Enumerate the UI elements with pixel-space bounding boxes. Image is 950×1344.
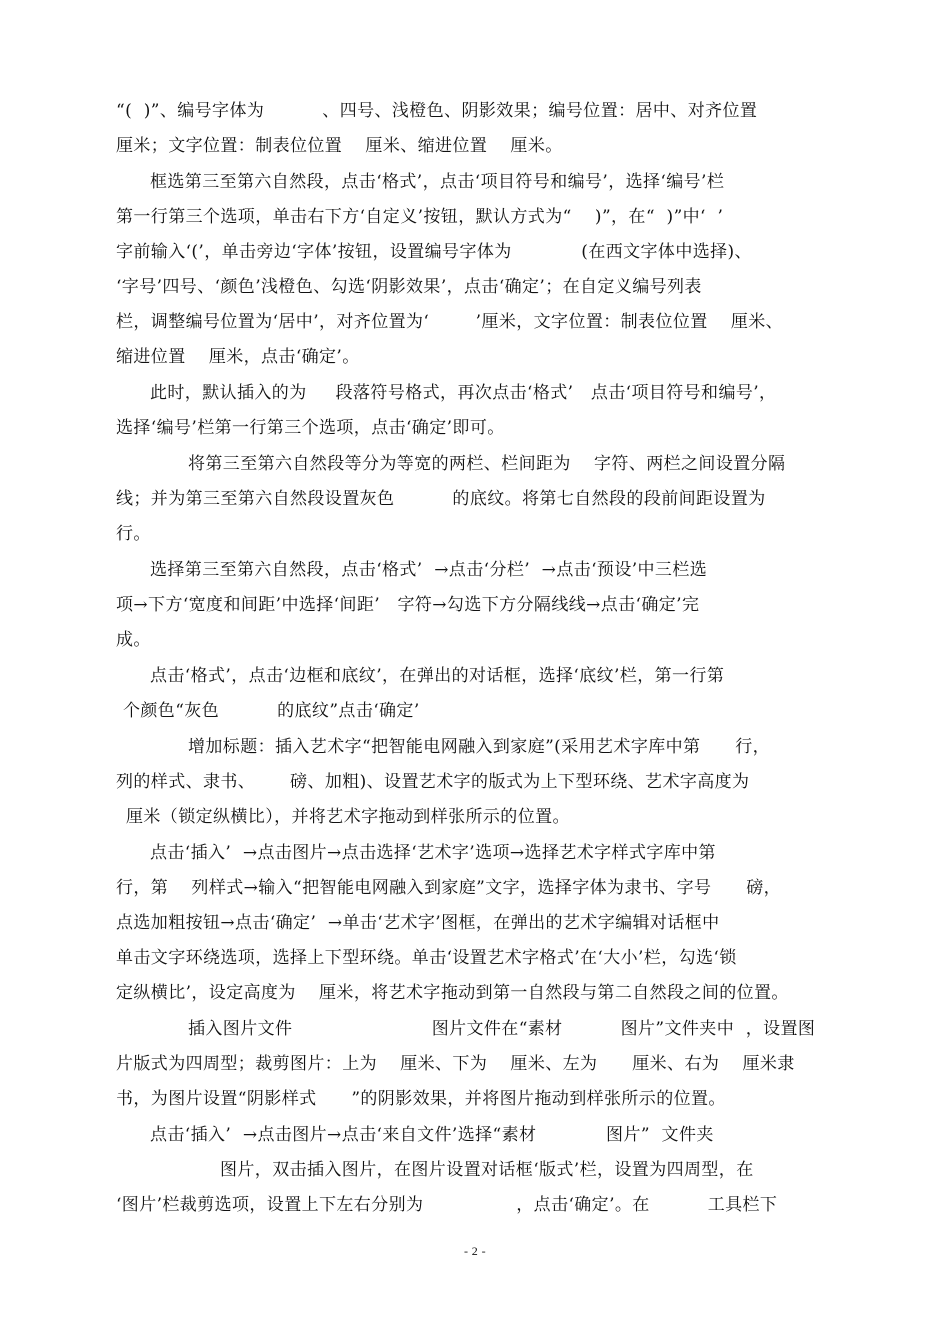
- text-line: 片版式为四周型；裁剪图片：上为 厘米、下为 厘米、左为 厘米、右为 厘米隶: [116, 1054, 795, 1074]
- text-line: 厘米；文字位置：制表位位置 厘米、缩进位置 厘米。: [116, 136, 563, 156]
- text-line: 单击文字环绕选项，选择上下型环绕。单击‘设置艺术字格式’在‘大小’栏，勾选‘锁: [116, 948, 737, 968]
- text-line: 框选第三至第六自然段，点击‘格式’，点击‘项目符号和编号’，选择‘编号’栏: [150, 172, 725, 192]
- text-line: 点击‘插入’ →点击图片→点击选择‘艺术字’选项→选择艺术字样式字库中第: [150, 843, 716, 863]
- text-line: 增加标题：插入艺术字“把智能电网融入到家庭”(采用艺术字库中第 行，: [188, 737, 771, 757]
- text-line: 列的样式、隶书、 磅、加粗)、设置艺术字的版式为上下型环绕、艺术字高度为: [116, 772, 750, 792]
- text-line: 第一行第三个选项，单击右下方‘自定义’按钮，默认方式为“ )”，在“ )”中‘ ’: [116, 207, 724, 227]
- text-line: 图片，双击插入图片，在图片设置对话框‘版式’栏，设置为四周型，在: [220, 1160, 754, 1180]
- text-line: 行。: [116, 524, 151, 544]
- text-line: 缩进位置 厘米，点击‘确定’。: [116, 347, 360, 367]
- text-line: “( )”、编号字体为 、四号、浅橙色、阴影效果；编号位置：居中、对齐位置: [116, 101, 758, 121]
- text-line: 书，为图片设置“阴影样式 ”的阴影效果，并将图片拖动到样张所示的位置。: [116, 1089, 726, 1109]
- text-line: 点击‘格式’，点击‘边框和底纹’，在弹出的对话框，选择‘底纹’栏，第一行第: [150, 666, 725, 686]
- text-line: 定纵横比’，设定高度为 厘米，将艺术字拖动到第一自然段与第二自然段之间的位置。: [116, 983, 789, 1003]
- text-line: 栏，调整编号位置为‘居中’，对齐位置为‘ ’厘米，文字位置：制表位位置 厘米、: [116, 312, 784, 332]
- text-line: 厘米（锁定纵横比），并将艺术字拖动到样张所示的位置。: [126, 807, 570, 827]
- text-line: 点击‘插入’ →点击图片→点击‘来自文件’选择“素材 图片” 文件夹: [150, 1125, 714, 1145]
- text-line: 线；并为第三至第六自然段设置灰色 的底纹。将第七自然段的段前间距设置为: [116, 489, 766, 509]
- text-line: ‘图片’栏裁剪选项，设置上下左右分别为 ，点击‘确定’。在 工具栏下: [116, 1195, 778, 1215]
- page-number: - 2 -: [464, 1244, 486, 1258]
- text-line: ‘字号’四号、‘颜色’浅橙色、勾选‘阴影效果’，点击‘确定’；在自定义编号列表: [116, 277, 702, 297]
- text-line: 项→下方‘宽度和间距’中选择‘间距’ 字符→勾选下方分隔线线→点击‘确定’完: [116, 595, 700, 615]
- text-line: 字前输入‘(’，单击旁边‘字体’按钮，设置编号字体为 (在西文字体中选择)、: [116, 242, 752, 262]
- text-line: 成。: [116, 630, 151, 650]
- text-line: 选择‘编号’栏第一行第三个选项，点击‘确定’即可。: [116, 418, 505, 438]
- text-line: 将第三至第六自然段等分为等宽的两栏、栏间距为 字符、两栏之间设置分隔: [188, 454, 786, 474]
- text-line: 行，第 列样式→输入“把智能电网融入到家庭”文字，选择字体为隶书、字号 磅，: [116, 878, 782, 898]
- text-line: 个颜色“灰色 的底纹”点击‘确定’: [123, 701, 420, 721]
- text-line: 此时，默认插入的为 段落符号格式，再次点击‘格式’ 点击‘项目符号和编号’，: [150, 383, 777, 403]
- text-line: 选择第三至第六自然段，点击‘格式’ →点击‘分栏’ →点击‘预设’中三栏选: [150, 560, 708, 580]
- text-line: 插入图片文件 图片文件在“素材 图片”文件夹中 ，设置图: [188, 1019, 816, 1039]
- text-line: 点选加粗按钮→点击‘确定’ →单击‘艺术字’图框，在弹出的艺术字编辑对话框中: [116, 913, 720, 933]
